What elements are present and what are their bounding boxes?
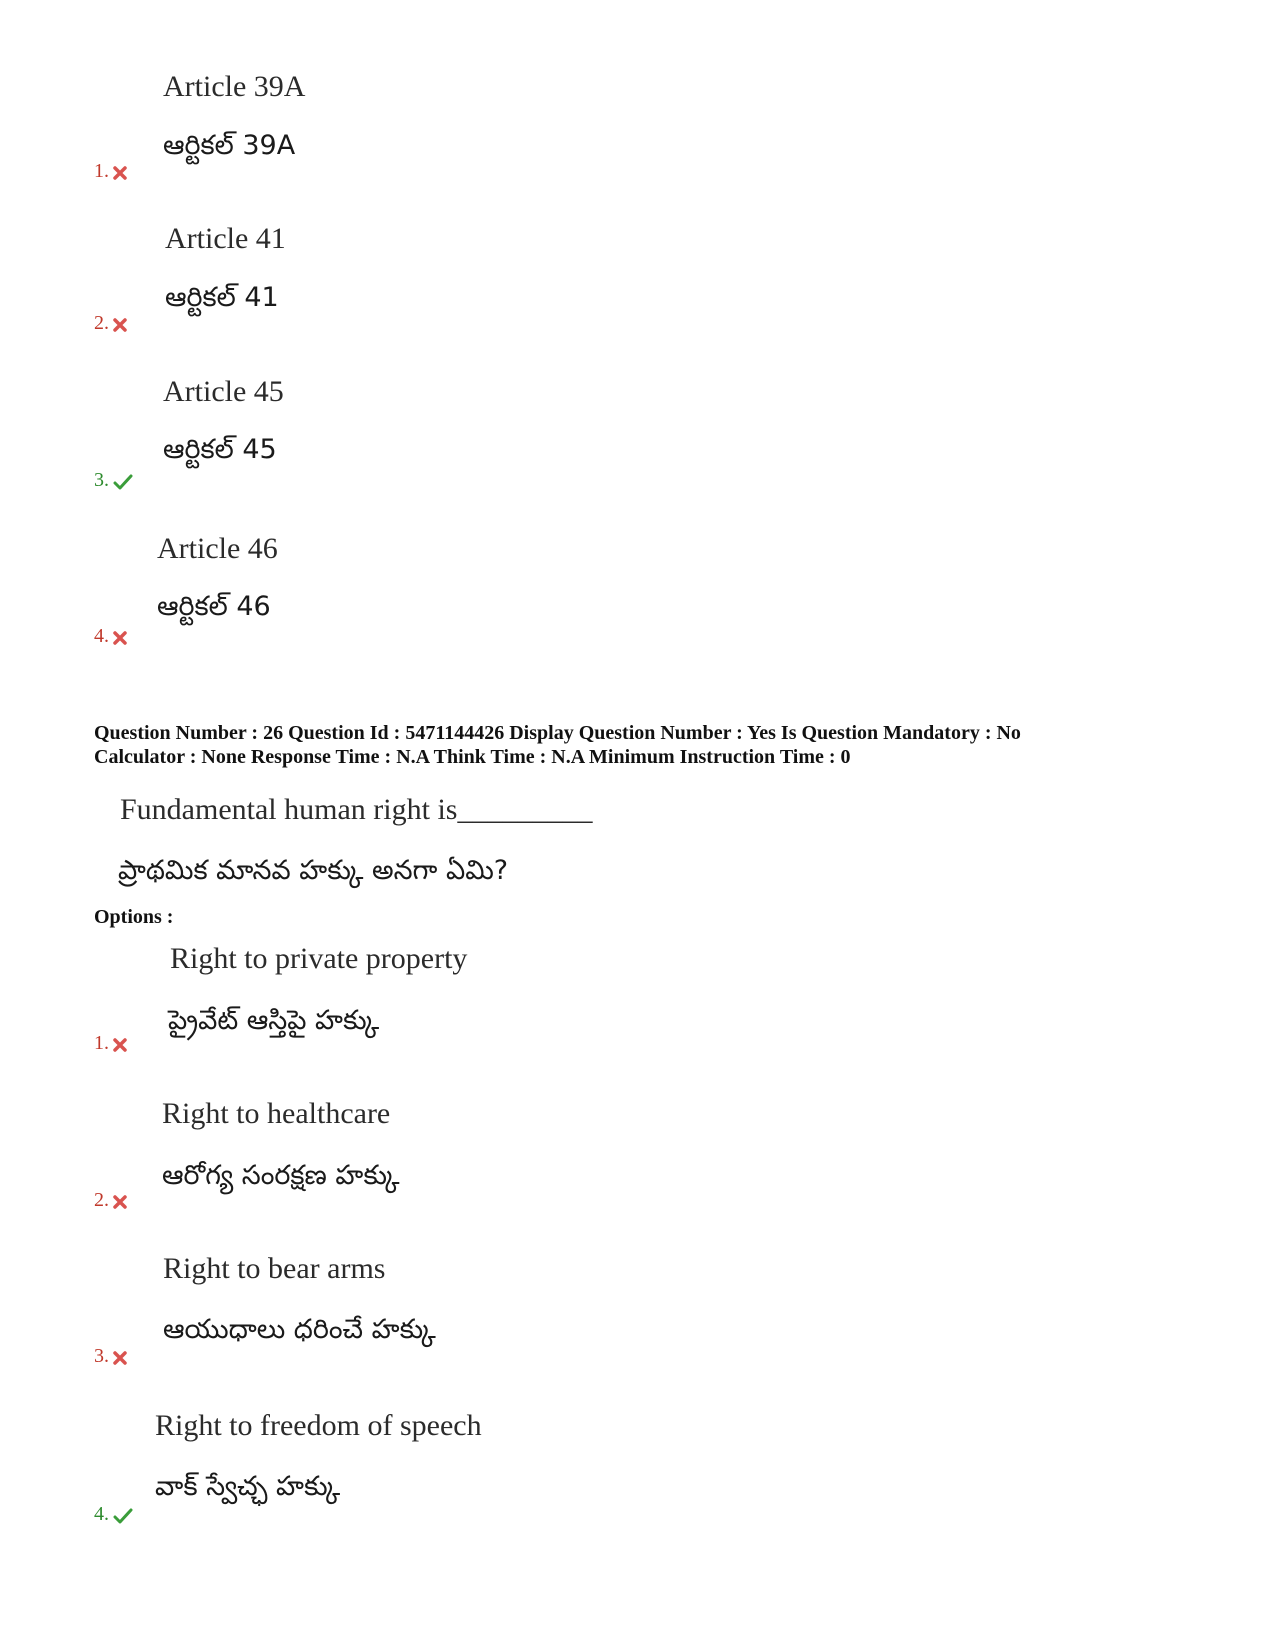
- option-text-te: ఆర్టికల్ 45: [163, 434, 277, 465]
- question-text-en: Fundamental human right is_________: [120, 793, 593, 826]
- option-number: 2.: [94, 1189, 109, 1211]
- option-text-te: ఆయుధాలు ధరించే హక్కు: [163, 1314, 436, 1345]
- option-marker: [94, 469, 133, 492]
- option-marker: [94, 1503, 133, 1526]
- option-number: 3.: [94, 1345, 109, 1367]
- check-icon: [113, 1508, 133, 1524]
- option-number: 2.: [94, 312, 109, 334]
- option-number: 3.: [94, 469, 109, 491]
- option-text-en: Article 39A: [163, 70, 306, 103]
- cross-icon: [113, 1038, 127, 1052]
- cross-icon: [113, 166, 127, 180]
- option-number: 4.: [94, 625, 109, 647]
- option-marker: [94, 1345, 127, 1368]
- option-number: 1.: [94, 1032, 109, 1054]
- cross-icon: [113, 1351, 127, 1365]
- option-marker: [94, 160, 127, 183]
- option-text-en: Article 45: [163, 375, 284, 408]
- option-number: 4.: [94, 1503, 109, 1525]
- question-meta-line-2: Calculator : None Response Time : N.A Think Time : N.A Minimum Instruction Time : 0: [94, 746, 851, 768]
- option-text-te: ఆరోగ్య సంరక్షణ హక్కు: [162, 1160, 400, 1191]
- option-marker: [94, 625, 127, 648]
- option-text-en: Right to bear arms: [163, 1252, 386, 1285]
- option-text-te: ఆర్టికల్ 41: [165, 282, 279, 313]
- option-text-te: ఆర్టికల్ 39A: [163, 130, 296, 161]
- option-text-en: Right to freedom of speech: [155, 1409, 482, 1442]
- option-text-te: ఆర్టికల్ 46: [157, 591, 271, 622]
- question-text-te: ప్రాథమిక మానవ హక్కు అనగా ఏమి?: [118, 855, 509, 886]
- option-text-te: వాక్ స్వేచ్ఛ హక్కు: [155, 1471, 341, 1502]
- option-number: 1.: [94, 160, 109, 182]
- option-text-en: Article 46: [157, 532, 278, 565]
- option-text-en: Right to healthcare: [162, 1097, 391, 1130]
- option-marker: [94, 312, 127, 335]
- options-label: Options :: [94, 906, 174, 928]
- cross-icon: [113, 318, 127, 332]
- check-icon: [113, 474, 133, 490]
- option-text-en: Right to private property: [170, 942, 468, 975]
- option-text-te: ప్రైవేట్ ఆస్తిపై హక్కు: [168, 1005, 380, 1036]
- cross-icon: [113, 1195, 127, 1209]
- cross-icon: [113, 631, 127, 645]
- option-marker: [94, 1032, 127, 1055]
- option-text-en: Article 41: [165, 222, 286, 255]
- question-meta-line-1: Question Number : 26 Question Id : 5471144426 Display Question Number : Yes Is Question Mandatory : No: [94, 722, 1021, 744]
- option-marker: [94, 1189, 127, 1212]
